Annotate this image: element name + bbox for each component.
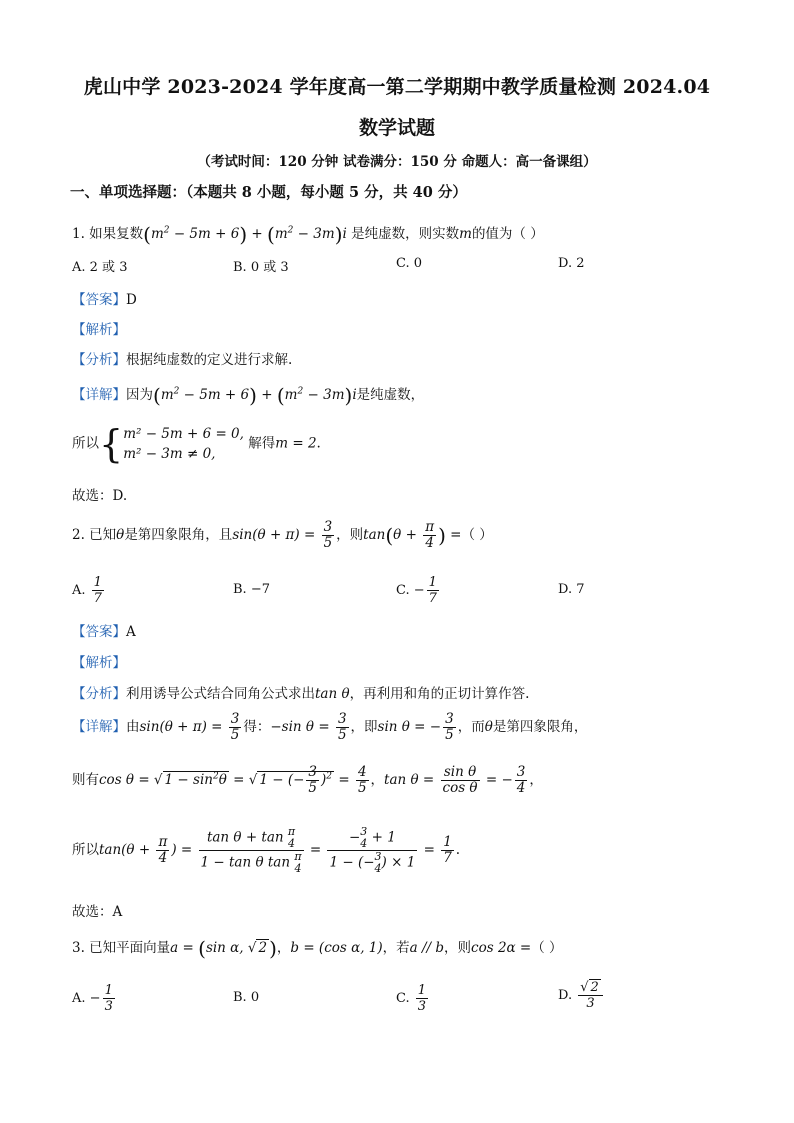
q2-stem-b: 是第四象限角，且 xyxy=(124,527,233,543)
q2-fenxi-tag: 【分析】 xyxy=(72,686,126,702)
q1-sys-eq2: m² − 3m ≠ 0, xyxy=(123,446,216,462)
q3-stem-c: ，则 xyxy=(444,940,472,956)
q2-cos-tan: 则有cos θ = √ $1 - \sin^2\theta$ = √ 1 − (− $\frac{3}{5}$ )$^2$ = $\frac{4}{5}$ ，tan θ = $\frac{\text{sin θ}}{\text{cos θ}}$ = − $\frac{3}{4}$ ， xyxy=(72,764,543,796)
q2-detail-c: ，即 xyxy=(350,719,378,735)
q3-option-c: C. $\frac{1}{3}$ xyxy=(396,983,427,1014)
q1-analysis-tag: 【解析】 xyxy=(72,322,126,338)
q1-detail-tag: 【详解】 xyxy=(72,387,126,403)
q2-detail: 【详解】由sin(θ + π) = $\frac{3}{5}$ 得：−sin θ = $\frac{3}{5}$ ，即sin θ = − $\frac{3}{5}$ ，而θ是第四象限角， xyxy=(72,711,588,743)
q2-answer-value: A xyxy=(126,624,136,640)
q1-solve-text: 解得 xyxy=(248,435,276,452)
q2-fenxi-b: ，再利用和角的正切计算作答. xyxy=(349,686,530,702)
q1-option-c: C. 0 xyxy=(396,256,423,271)
q2-option-a: A. $\frac{1}{7}$ xyxy=(72,575,102,606)
q2-detail-tag: 【详解】 xyxy=(72,719,126,735)
q1-fenxi-text: 根据纯虚数的定义进行求解. xyxy=(126,352,293,368)
q2-tan-expr: tan(θ + $\frac{\pi}{4}$ ) = xyxy=(363,519,462,551)
q2-fenxi-a: 利用诱导公式结合同角公式求出 xyxy=(126,686,315,702)
q2-choose: 故选：A xyxy=(72,904,123,920)
q1-option-d: D. 2 xyxy=(558,256,585,271)
q2-detail-e: 是第四象限角， xyxy=(492,719,588,735)
section-heading: 一、单项选择题：（本题共 8 小题，每小题 5 分，共 40 分） xyxy=(70,184,467,201)
q1-so-text: 所以 xyxy=(72,435,99,452)
q1-stem-b: 是纯虚数，则实数 xyxy=(351,226,460,242)
q2-option-c: C. − $\frac{1}{7}$ xyxy=(396,575,437,606)
q1-answer xyxy=(72,288,137,308)
q1-answer-tag: 【答案】 xyxy=(72,292,126,308)
q1-fenxi-tag: 【分析】 xyxy=(72,352,126,368)
exam-subtitle: 数学试题 xyxy=(358,117,435,139)
q1-stem xyxy=(72,222,544,247)
q1-option-b: B. 0 或 3 xyxy=(233,260,289,275)
q2-option-d: D. 7 xyxy=(558,582,585,597)
q1-var-m: m xyxy=(459,226,472,242)
q2-so-text: 所以 xyxy=(72,842,99,858)
q3-stem-a: 3. 已知平面向量 xyxy=(72,940,171,956)
q1-detail-expr: $(m^2 - 5m + 6) + (m^2 - 3m)i$ xyxy=(153,383,357,408)
q2-then-text: 则有 xyxy=(72,772,99,788)
q1-equation-system xyxy=(123,424,244,464)
q2-sin-expr: sin(θ + π) = $\frac{3}{5}$ xyxy=(232,519,333,551)
q1-sys-eq1: m² − 5m + 6 = 0, xyxy=(123,426,244,442)
q2-answer-tag: 【答案】 xyxy=(72,624,126,640)
q1-detail xyxy=(72,383,424,408)
exam-meta: （考试时间：120 分钟 试卷满分：150 分 命题人：高一备课组） xyxy=(197,154,597,170)
q1-complex-expr: $(m^2 - 5m + 6) + (m^2 - 3m)i$ xyxy=(143,222,347,247)
q1-stem-a: 1. 如果复数 xyxy=(72,226,144,242)
exam-title: 虎山中学 2023-2024 学年度高一第二学期期中教学质量检测 2024.04 xyxy=(83,76,711,98)
q1-analysis xyxy=(72,318,126,338)
q3-option-d: D. $\frac{√ 2}{3}$ xyxy=(558,980,605,1011)
q2-detail-d: ，而 xyxy=(457,719,485,735)
q1-choose: 故选：D. xyxy=(72,488,128,504)
q1-system: 所以{ m² − 5m + 6 = 0, m² − 3m ≠ 0, 解得m = 2. xyxy=(72,422,321,466)
q2-stem-a: 2. 已知 xyxy=(72,527,117,543)
q3-option-a: A. − $\frac{1}{3}$ xyxy=(72,983,113,1014)
q2-fenxi: 【分析】利用诱导公式结合同角公式求出tan θ，再利用和角的正切计算作答. xyxy=(72,686,530,702)
q1-detail-b: 是纯虚数， xyxy=(356,387,425,403)
q2-stem: 2. 已知θ是第四象限角，且sin(θ + π) = $\frac{3}{5}$ ，则tan(θ + $\frac{\pi}{4}$ ) =（ ） xyxy=(72,519,493,551)
q3-stem-b: ，若 xyxy=(382,940,410,956)
q3-stem-d: （ ） xyxy=(531,940,563,956)
q1-solve-math: m = 2 xyxy=(275,435,317,452)
q1-option-a: A. 2 或 3 xyxy=(72,260,128,275)
q3-stem: 3. 已知平面向量a = (sin α, √ 2 )，b = (cos α, 1)，若a // b，则cos 2α =（ ） xyxy=(72,936,563,961)
q3-option-b: B. 0 xyxy=(233,990,260,1005)
q1-answer-value: D xyxy=(126,292,137,308)
q2-answer xyxy=(72,620,136,640)
q2-detail-a: 由 xyxy=(126,719,140,735)
q2-detail-b: 得： xyxy=(243,719,271,735)
q1-detail-a: 因为 xyxy=(126,387,153,403)
q1-fenxi xyxy=(72,348,292,368)
q2-analysis-tag: 【解析】 xyxy=(72,655,126,671)
q1-stem-c: 的值为（ ） xyxy=(471,226,544,242)
q2-stem-c: ，则 xyxy=(336,527,364,543)
q2-option-b: B. −7 xyxy=(233,582,270,597)
q2-analysis xyxy=(72,651,126,671)
q2-stem-d: （ ） xyxy=(461,527,493,543)
q2-result: 所以tan(θ + $\frac{\pi}{4}$ ) = tan θ + tan π 4 1 − tan θ tan π 4 = −3 4 + 1 1 − (−3 4) × 1 = $\frac{1}{7}$ . xyxy=(72,825,461,875)
